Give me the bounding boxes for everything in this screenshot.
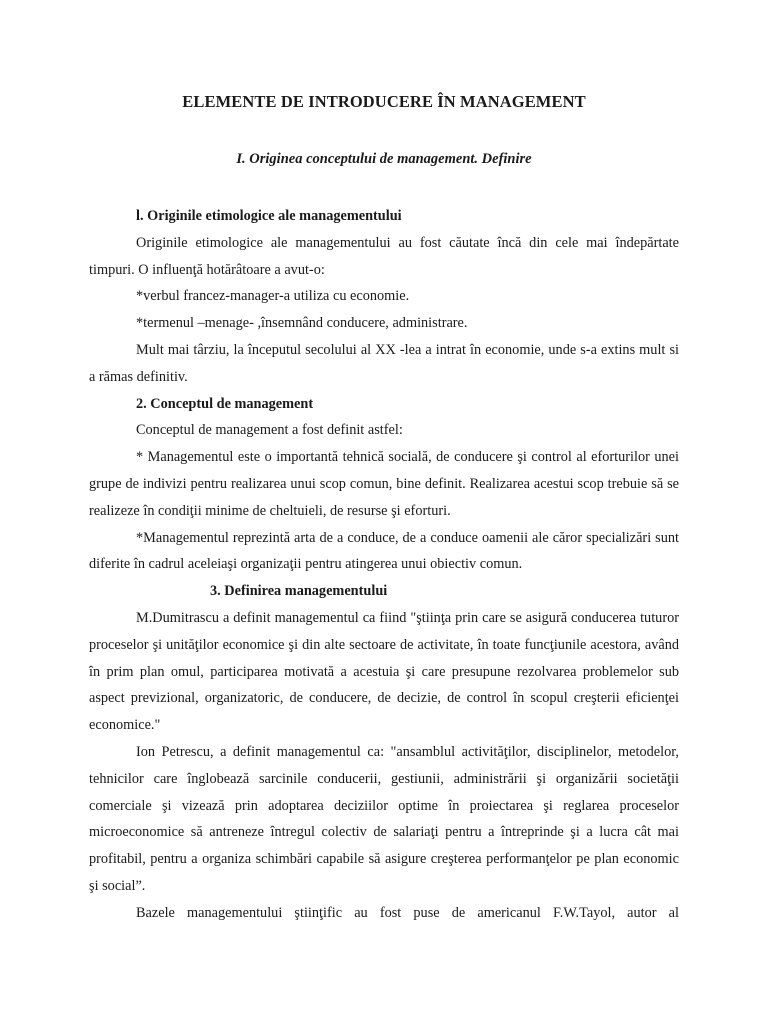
paragraph: *Managementul reprezintă arta de a conduce, de a conduce oamenii ale căror specializări sunt diferite în cadrul aceleiaşi organizaţii pentru atingerea unui obiectiv comun. [89,529,679,573]
section-heading-1: l. Originile etimologice ale managementului [136,208,402,224]
chapter-subtitle: I. Originea conceptului de management. Definire [236,151,532,167]
paragraph: * Managementul este o importantă tehnică socială, de conducere şi control al eforturilor unei grupe de indivizi pentru realizarea unui scop comun, bine definit. Realizarea acestui scop trebuie să se realizeze în condiţii minime de cheltuieli, de resurse şi eforturi. [89,449,679,519]
document-title: ELEMENTE DE INTRODUCERE ÎN MANAGEMENT [182,92,586,111]
paragraph: *verbul francez-manager-a utiliza cu economie. [136,288,410,305]
paragraph: Ion Petrescu, a definit managementul ca: "ansamblul activităţilor, disciplinelor, metodelor, tehnicilor care înglobează sarcinile conducerii, gestiunii, administrării şi organizării societăţii comerciale şi vizează prin adoptarea deciziilor optime în proiectarea şi reglarea proceselor microeconomice să antreneze întregul colectiv de salariaţi pentru a întreprinde şi a lucra cât mai profitabil, pentru a organiza schimbări capabile să asigure creşterea performanţelor pe plan economic şi social”. [89,743,679,894]
section-heading-3: 3. Definirea managementului [210,583,388,600]
paragraph: M.Dumitrascu a definit managementul ca fiind "ştiinţa prin care se asigură conducerea tuturor proceselor şi unităţilor economice şi din alte sectoare de activitate, în toate funcţiunile acestora, având în prim plan omul, participarea motivată a acestuia şi care presupune rezolvarea problemelor sub aspect previzional, organizatoric, de conducere, de decizie, de control în scopul creşterii eficienţei economice." [89,609,679,734]
paragraph: Originile etimologice ale managementului au fost căutate încă din cele mai îndepărtate timpuri. O influenţă hotărâtoare a avut-o: [89,234,679,278]
paragraph: Bazele managementului ştiinţific au fost puse de americanul F.W.Tayol, autor al [136,904,679,921]
document-body [89,203,679,927]
paragraph: Conceptul de management a fost definit astfel: [136,422,403,439]
section-heading-2: 2. Conceptul de management [136,395,314,412]
paragraph: *termenul –menage- ,însemnând conducere, administrare. [136,315,468,332]
paragraph: Mult mai târziu, la începutul secolului al XX -lea a intrat în economie, unde s-a extins mult si a rămas definitiv. [89,341,679,385]
